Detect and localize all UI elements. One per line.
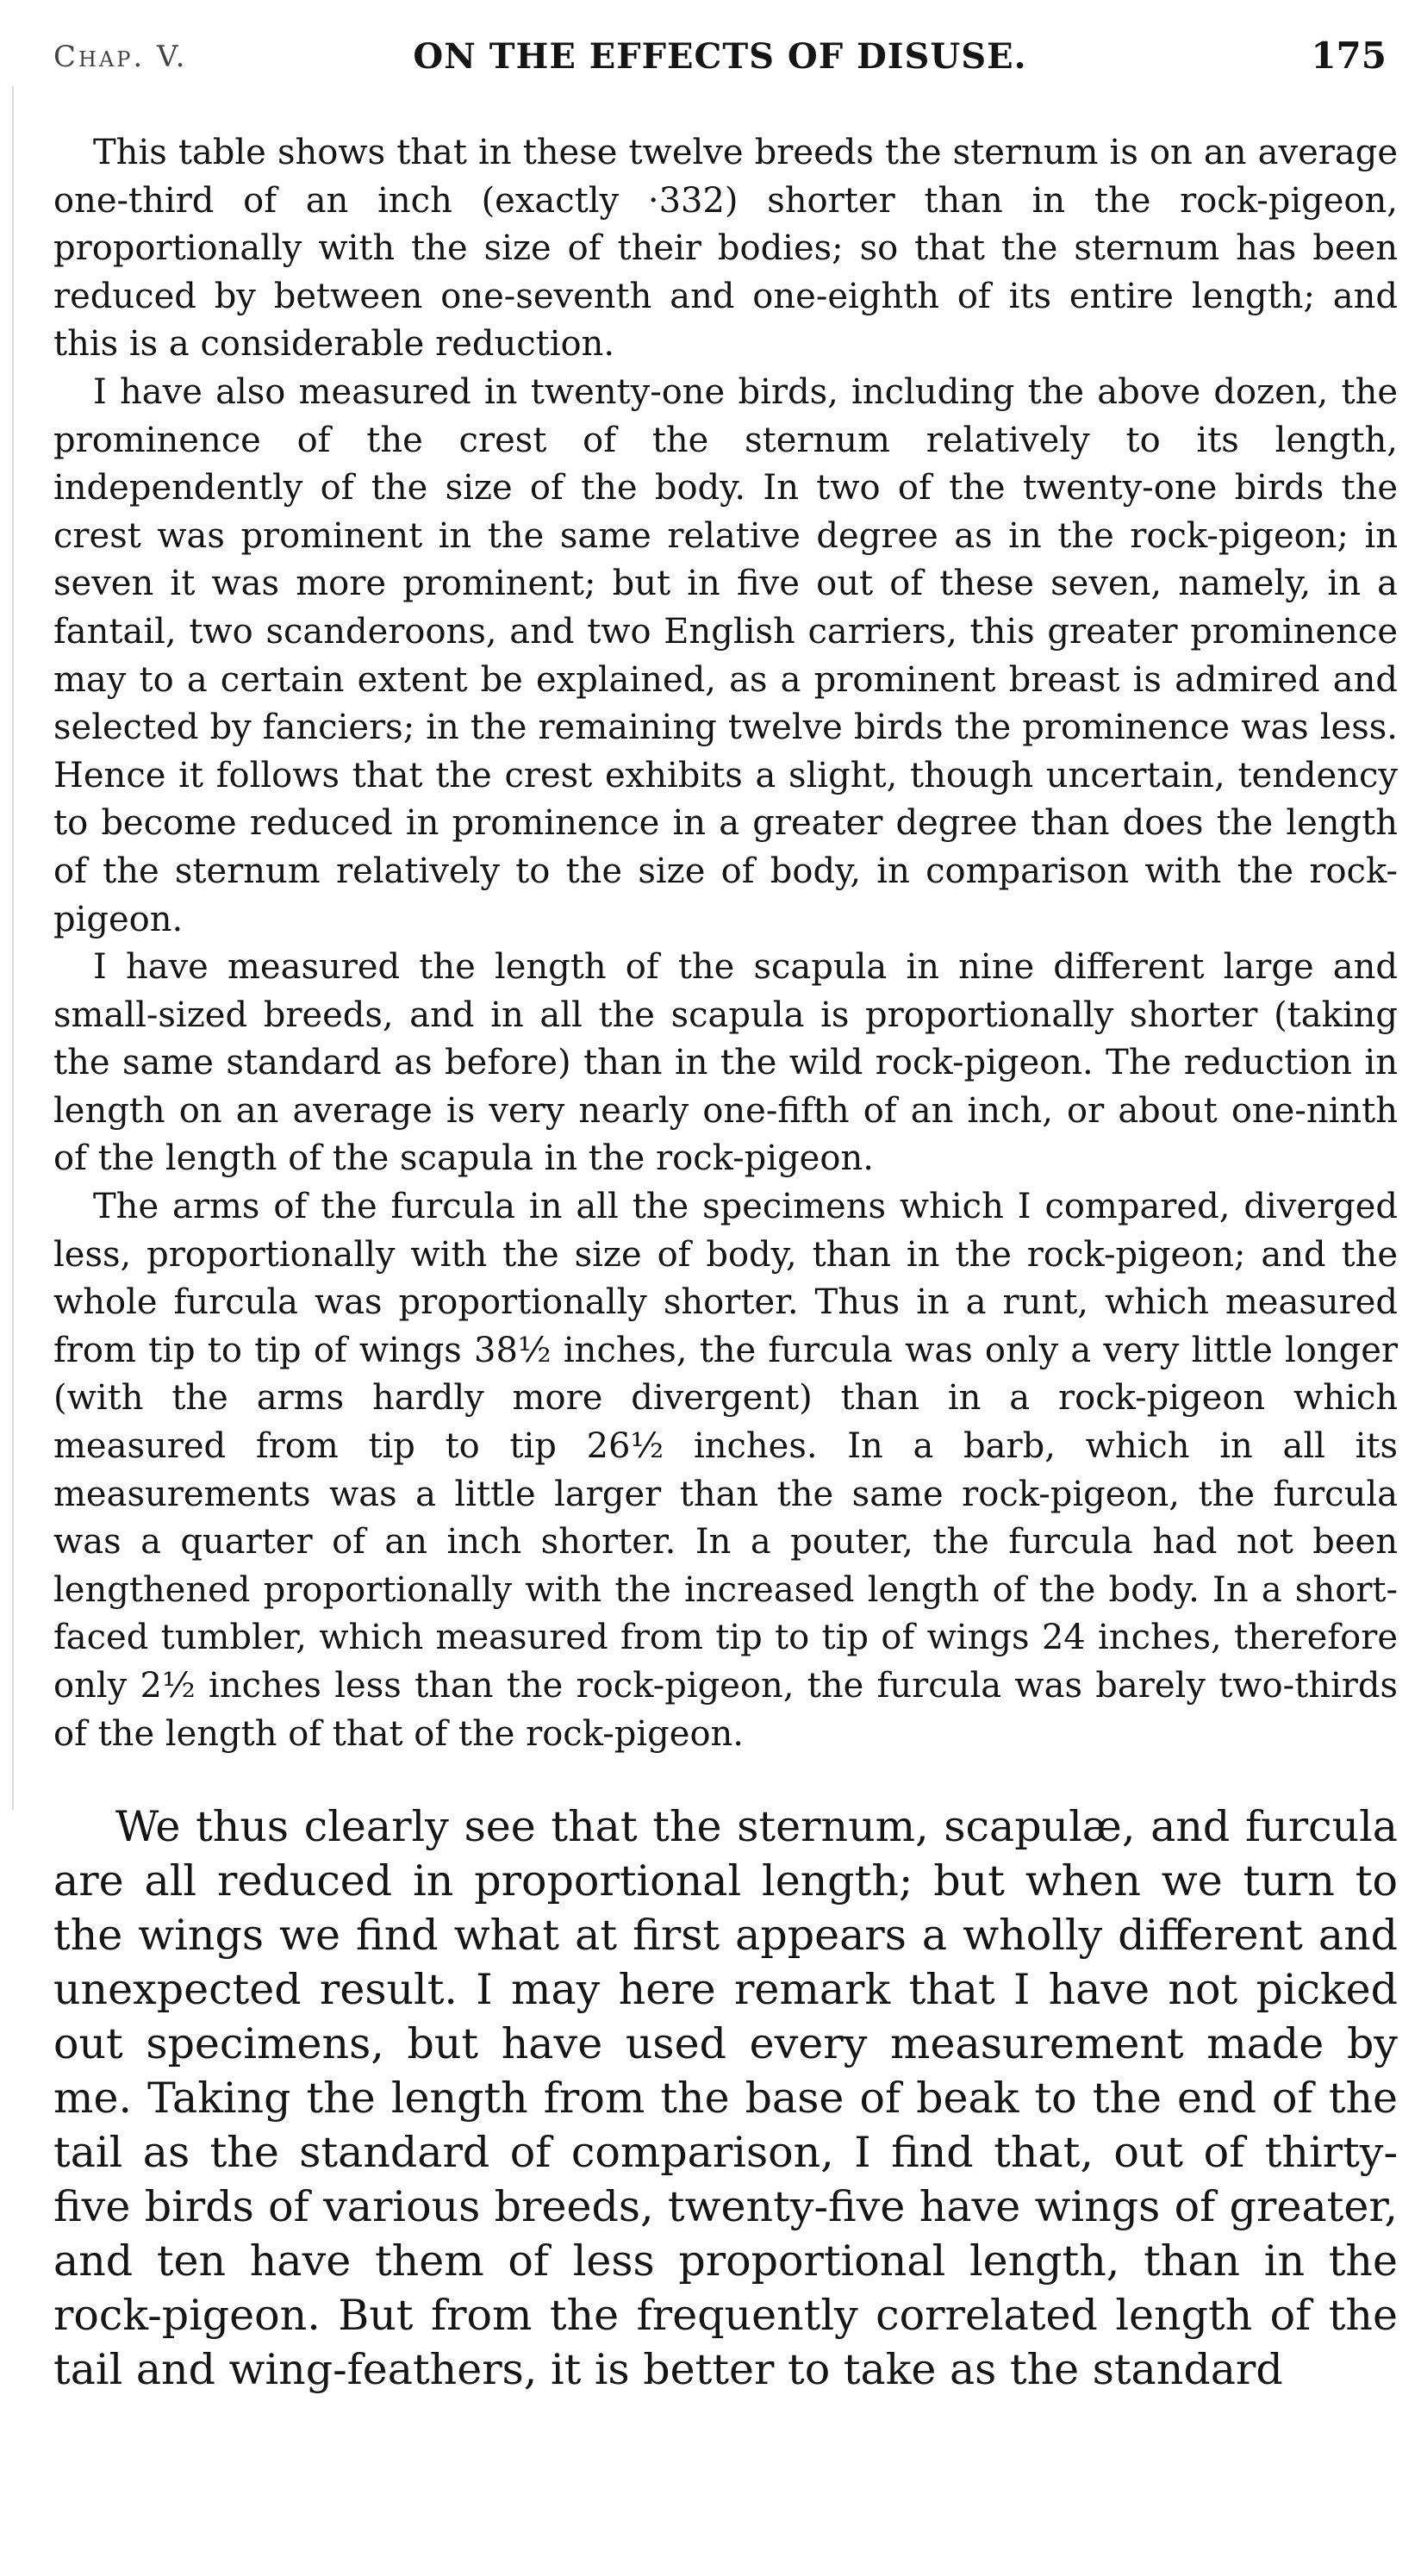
main-text-section	[53, 1799, 1398, 2397]
paragraph-furcula: The arms of the furcula in all the specimens which I compared, diverged less, proportionally with the size of body, than in the rock-pigeon; and the whole furcula was proportionally shorter. Thus in a runt, which measured from tip to tip of wings 38½ inches, the furcula was only a very little longer (with the arms hardly more divergent) than in a rock-pigeon which measured from tip to tip 26½ inches. In a barb, which in all its measurements was a little larger than the same rock-pigeon, the furcula was a quarter of an inch shorter. In a pouter, the furcula had not been lengthened proportionally with the increased length of the body. In a short-faced tumbler, which measured from tip to tip of wings 24 inches, therefore only 2½ inches less than the rock-pigeon, the furcula was barely two-thirds of the length of that of the rock-pigeon.	[53, 1187, 1398, 1754]
page-number: 175	[1311, 34, 1387, 77]
chapter-label: Chap. V.	[53, 40, 188, 74]
paragraph-wings: We thus clearly see that the sternum, scapulæ, and furcula are all reduced in proportional length; but when we turn to the wings we find what at first appears a wholly different and unexpected result. I may here remark that I have not picked out specimens, but have used every measurement made by me. Taking the length from the base of beak to the end of the tail as the standard of comparison, I find that, out of thirty-five birds of various breeds, twenty-five have wings of greater, and ten have them of less proportional length, than in the rock-pigeon. But from the frequently correlated length of the tail and wing-feathers, it is better to take as the standard	[53, 1802, 1398, 2394]
page-margin-shadow	[12, 86, 14, 1810]
running-header	[53, 34, 1387, 86]
paragraph-scapula: I have measured the length of the scapula in nine different large and small-sized breeds, and in all the scapula is proportionally shorter (taking the same standard as before) than in the wild rock-pigeon. The reduction in length on an average is very nearly one-fifth of an inch, or about one-ninth of the length of the scapula in the rock-pigeon.	[53, 947, 1398, 1179]
small-print-section	[53, 129, 1398, 1758]
page-title: ON THE EFFECTS OF DISUSE.	[413, 36, 1027, 77]
paragraph-sternum-table: This table shows that in these twelve breeds the sternum is on an average one-third of an inch (exactly ·332) shorter than in the rock-pigeon, proportionally with the size of their bodies; so that the sternum has been reduced by between one-seventh and one-eighth of its entire length; and this is a considerable reduction.	[53, 133, 1398, 365]
paragraph-sternum-crest: I have also measured in twenty-one birds, including the above dozen, the prominence of the crest of the sternum relatively to its length, independently of the size of the body. In two of the twenty-one birds the crest was prominent in the same relative degree as in the rock-pigeon; in seven it was more prominent; but in five out of these seven, namely, in a fantail, two scanderoons, and two English carriers, this greater prominence may to a certain extent be explained, as a prominent breast is admired and selected by fanciers; in the remaining twelve birds the prominence was less. Hence it follows that the crest exhibits a slight, though uncertain, tendency to become reduced in prominence in a greater degree than does the length of the sternum relatively to the size of body, in comparison with the rock-pigeon.	[53, 371, 1398, 939]
